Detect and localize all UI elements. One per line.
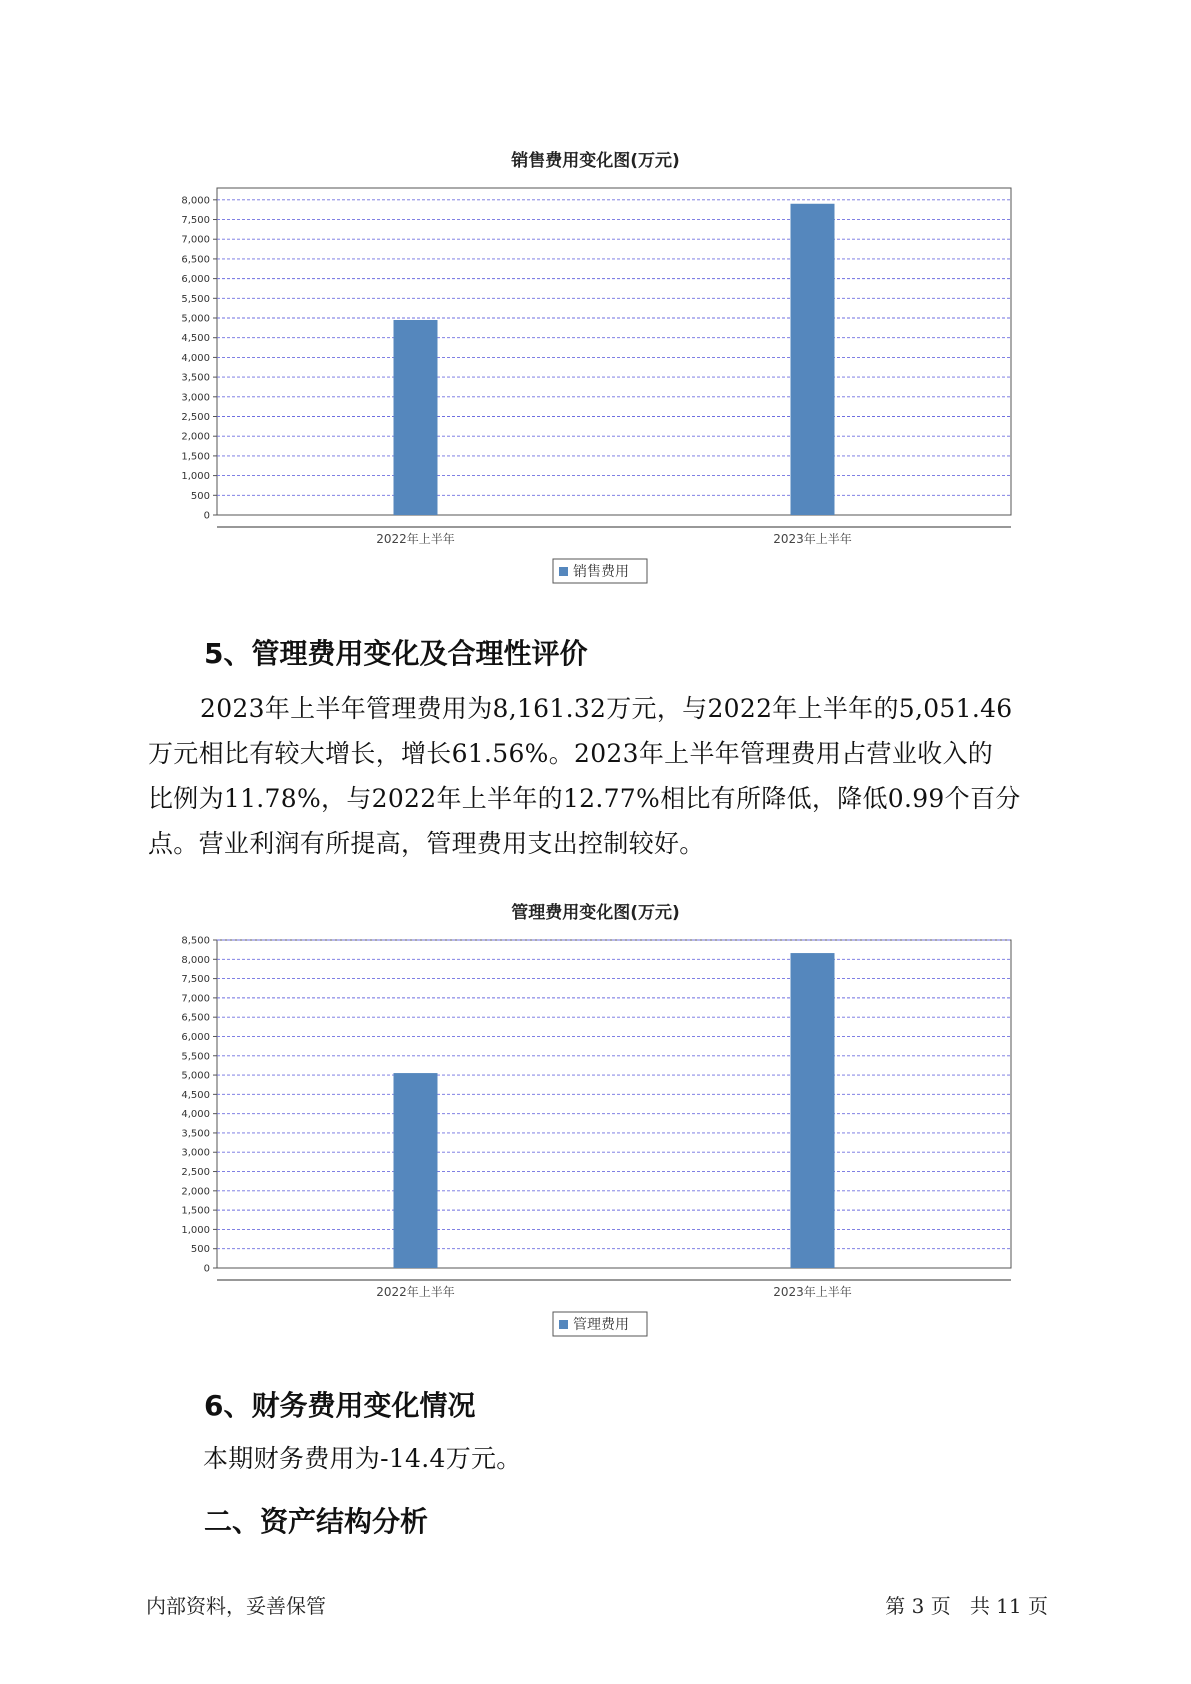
y-tick-label: 6,000 xyxy=(181,274,210,286)
y-tick-label: 4,500 xyxy=(181,1089,210,1101)
sales-expense-chart xyxy=(0,170,1191,590)
section-6-text: 本期财务费用为-14.4万元。 xyxy=(203,1444,522,1473)
bar-2 xyxy=(791,204,835,515)
chart-title-admin-expense: 管理费用变化图(万元) xyxy=(511,903,680,923)
legend-swatch xyxy=(559,1320,568,1329)
section-5-paragraph xyxy=(200,686,1100,731)
y-tick-label: 1,000 xyxy=(181,471,210,483)
y-tick-label: 7,500 xyxy=(181,974,210,986)
y-tick-label: 5,500 xyxy=(181,1051,210,1063)
y-tick-label: 2,500 xyxy=(181,412,210,424)
y-tick-label: 8,500 xyxy=(181,935,210,947)
bar-1 xyxy=(394,320,438,515)
y-tick-label: 2,000 xyxy=(181,431,210,443)
section-5-line-2: 万元相比有较大增长，增长61.56%。2023年上半年管理费用占营业收入的 xyxy=(148,739,994,768)
section-6-paragraph xyxy=(203,1436,1103,1481)
bar-2 xyxy=(791,953,835,1268)
y-tick-label: 2,500 xyxy=(181,1167,210,1179)
y-tick-label: 0 xyxy=(203,1263,210,1275)
y-tick-label: 5,000 xyxy=(181,1070,210,1082)
section-5-line-1: 2023年上半年管理费用为8,161.32万元，与2022年上半年的5,051.46 xyxy=(200,694,1013,723)
y-tick-label: 2,000 xyxy=(181,1186,210,1198)
y-tick-label: 5,500 xyxy=(181,293,210,305)
x-tick-label: 2022年上半年 xyxy=(376,532,455,546)
y-tick-label: 3,000 xyxy=(181,392,210,404)
plot-area xyxy=(217,940,1011,1268)
y-tick-label: 0 xyxy=(203,510,210,522)
section-5-line-3: 比例为11.78%，与2022年上半年的12.77%相比有所降低，降低0.99个百分 xyxy=(148,784,1021,813)
footer-page-number: 第 3 页 xyxy=(885,1594,951,1618)
x-tick-label: 2023年上半年 xyxy=(773,532,852,546)
y-tick-label: 5,000 xyxy=(181,313,210,325)
y-tick-label: 3,500 xyxy=(181,372,210,384)
y-tick-label: 6,500 xyxy=(181,254,210,266)
y-tick-label: 1,500 xyxy=(181,1205,210,1217)
footer-page-info xyxy=(885,1590,1048,1619)
y-tick-label: 4,000 xyxy=(181,352,210,364)
y-tick-label: 8,000 xyxy=(181,954,210,966)
section-5-line-4: 点。营业利润有所提高，管理费用支出控制较好。 xyxy=(148,829,705,858)
y-tick-label: 7,000 xyxy=(181,234,210,246)
section-5-heading: 5、管理费用变化及合理性评价 xyxy=(204,637,588,670)
y-tick-label: 1,500 xyxy=(181,451,210,463)
y-tick-label: 7,000 xyxy=(181,993,210,1005)
x-tick-label: 2023年上半年 xyxy=(773,1285,852,1299)
y-tick-label: 6,500 xyxy=(181,1012,210,1024)
x-tick-label: 2022年上半年 xyxy=(376,1285,455,1299)
section-6-heading: 6、财务费用变化情况 xyxy=(204,1389,476,1422)
y-tick-label: 3,500 xyxy=(181,1128,210,1140)
legend-label: 管理费用 xyxy=(573,1317,629,1333)
y-tick-label: 500 xyxy=(190,490,210,502)
footer-page-total: 共 11 页 xyxy=(969,1594,1048,1618)
y-tick-label: 8,000 xyxy=(181,195,210,207)
y-tick-label: 4,500 xyxy=(181,333,210,345)
legend-swatch xyxy=(559,567,568,576)
y-tick-label: 4,000 xyxy=(181,1109,210,1121)
section-5-paragraph-cont xyxy=(148,731,1048,866)
bar-1 xyxy=(394,1073,438,1268)
plot-area xyxy=(217,188,1011,515)
footer-confidential-note: 内部资料，妥善保管 xyxy=(146,1594,326,1618)
admin-expense-chart xyxy=(0,924,1191,1344)
y-tick-label: 3,000 xyxy=(181,1147,210,1159)
y-tick-label: 1,000 xyxy=(181,1224,210,1236)
y-tick-label: 7,500 xyxy=(181,215,210,227)
legend-label: 销售费用 xyxy=(573,564,629,580)
chart-title-sales-expense: 销售费用变化图(万元) xyxy=(511,151,680,171)
section-two-heading: 二、资产结构分析 xyxy=(204,1505,429,1538)
y-tick-label: 6,000 xyxy=(181,1031,210,1043)
y-tick-label: 500 xyxy=(190,1244,210,1256)
